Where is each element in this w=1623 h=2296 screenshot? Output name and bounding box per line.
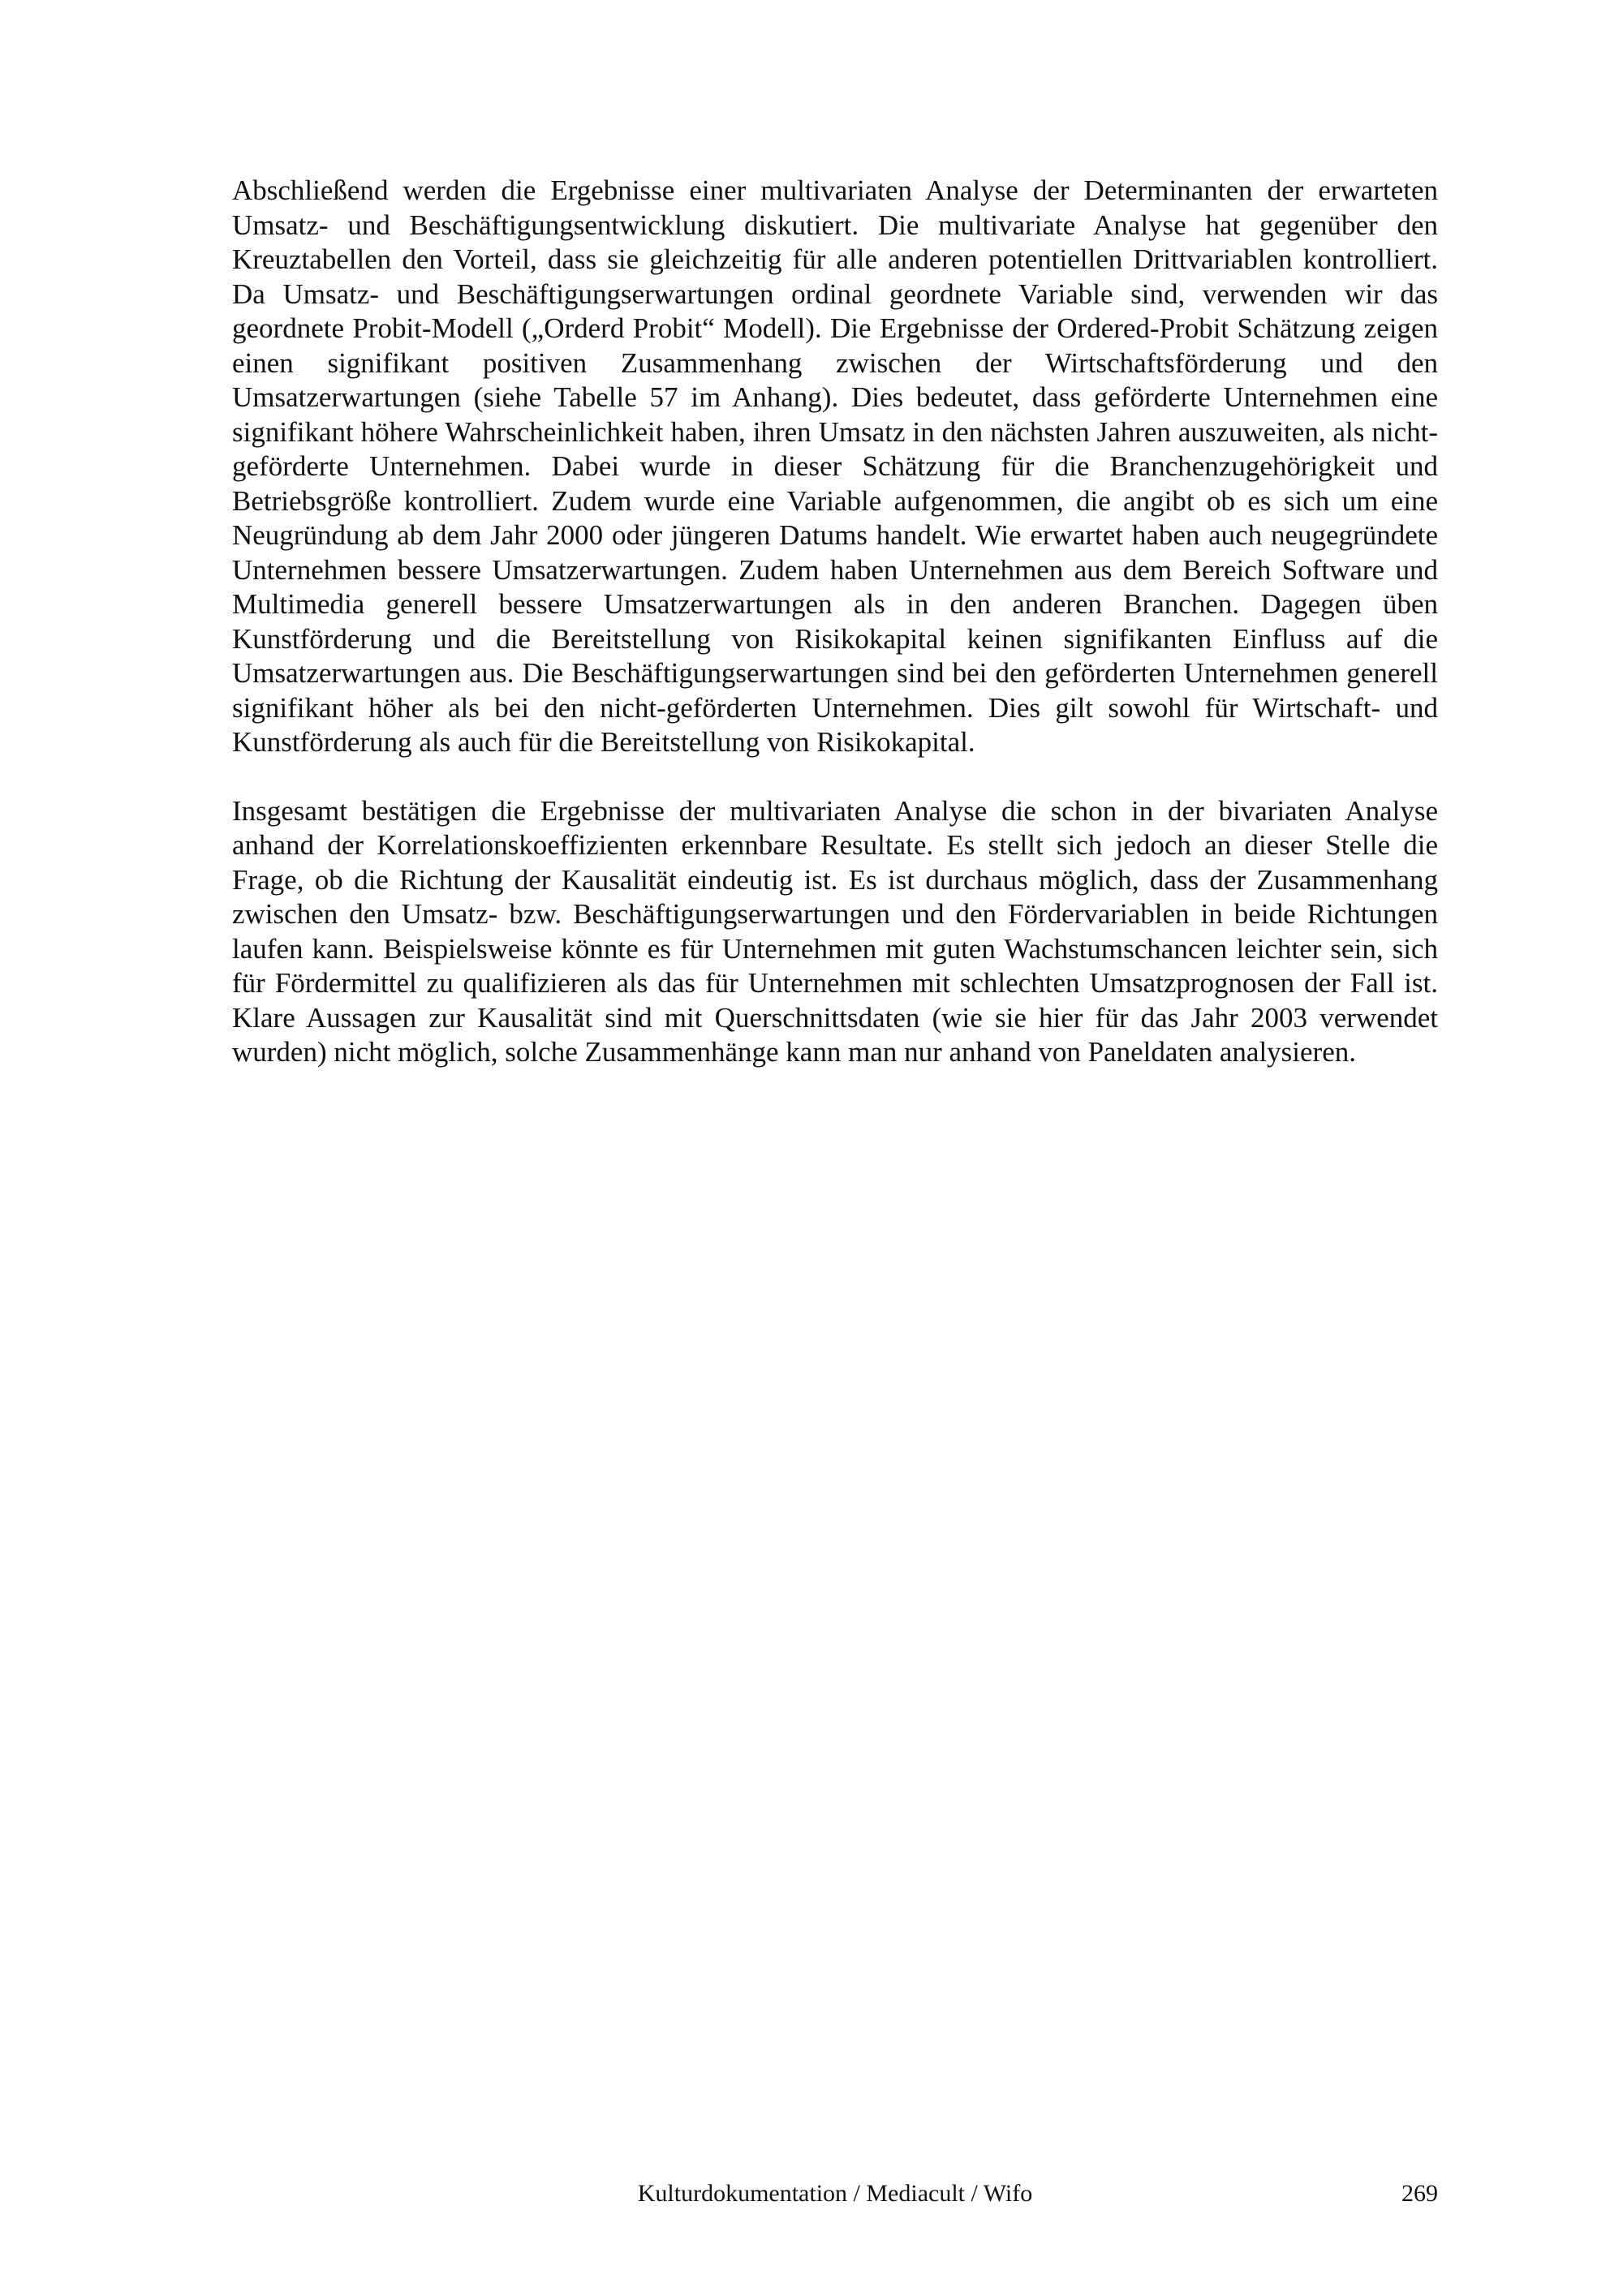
page-number: 269 bbox=[1401, 2180, 1438, 2207]
paragraph-multivariate-analysis: Abschließend werden die Ergebnisse einer multivariaten Analyse der Determinanten der erwarteten Umsatz- und Beschäftigungsentwicklung diskutiert. Die multivariate Analyse hat gegenüber den Kreuztabellen den Vorteil, dass sie gleichzeitig für alle anderen potentiellen Drittvariablen kontrolliert. Da Umsatz- und Beschäftigungserwartungen ordinal geordnete Variable sind, verwenden wir das geordnete Probit-Modell („Orderd Probit“ Modell). Die Ergebnisse der Ordered-Probit Schätzung zeigen einen signifikant positiven Zusammenhang zwischen der Wirtschaftsförderung und den Umsatzerwartungen (siehe Tabelle 57 im Anhang). Dies bedeutet, dass geförderte Unternehmen eine signifikant höhere Wahrscheinlichkeit haben, ihren Umsatz in den nächsten Jahren auszuweiten, als nicht-geförderte Unternehmen. Dabei wurde in dieser Schätzung für die Branchenzugehörigkeit und Betriebsgröße kontrolliert. Zudem wurde eine Variable aufgenommen, die angibt ob es sich um eine Neugründung ab dem Jahr 2000 oder jüngeren Datums handelt. Wie erwartet haben auch neugegründete Unternehmen bessere Umsatzerwartungen. Zudem haben Unternehmen aus dem Bereich Software und Multimedia generell bessere Umsatzerwartungen als in den anderen Branchen. Dagegen üben Kunstförderung und die Bereitstellung von Risikokapital keinen signifikanten Einfluss auf die Umsatzerwartungen aus. Die Beschäftigungserwartungen sind bei den geförderten Unternehmen generell signifikant höher als bei den nicht-geförderten Unternehmen. Dies gilt sowohl für Wirtschaft- und Kunstförderung als auch für die Bereitstellung von Risikokapital. bbox=[232, 174, 1438, 758]
page-footer bbox=[232, 2176, 1438, 2212]
body-text bbox=[232, 174, 1438, 1070]
footer-source: Kulturdokumentation / Mediacult / Wifo bbox=[637, 2180, 1033, 2207]
paragraph-causality-summary: Insgesamt bestätigen die Ergebnisse der multivariaten Analyse die schon in der bivariaten Analyse anhand der Korrelationskoeffizienten erkennbare Resultate. Es stellt sich jedoch an dieser Stelle die Frage, ob die Richtung der Kausalität eindeutig ist. Es ist durchaus möglich, dass der Zusammenhang zwischen den Umsatz- bzw. Beschäftigungserwartungen und den Fördervariablen in beide Richtungen laufen kann. Beispielsweise könnte es für Unternehmen mit guten Wachstumschancen leichter sein, sich für Fördermittel zu qualifizieren als das für Unternehmen mit schlechten Umsatzprognosen der Fall ist. Klare Aussagen zur Kausalität sind mit Querschnittsdaten (wie sie hier für das Jahr 2003 verwendet wurden) nicht möglich, solche Zusammenhänge kann man nur anhand von Paneldaten analysieren. bbox=[232, 794, 1438, 1068]
